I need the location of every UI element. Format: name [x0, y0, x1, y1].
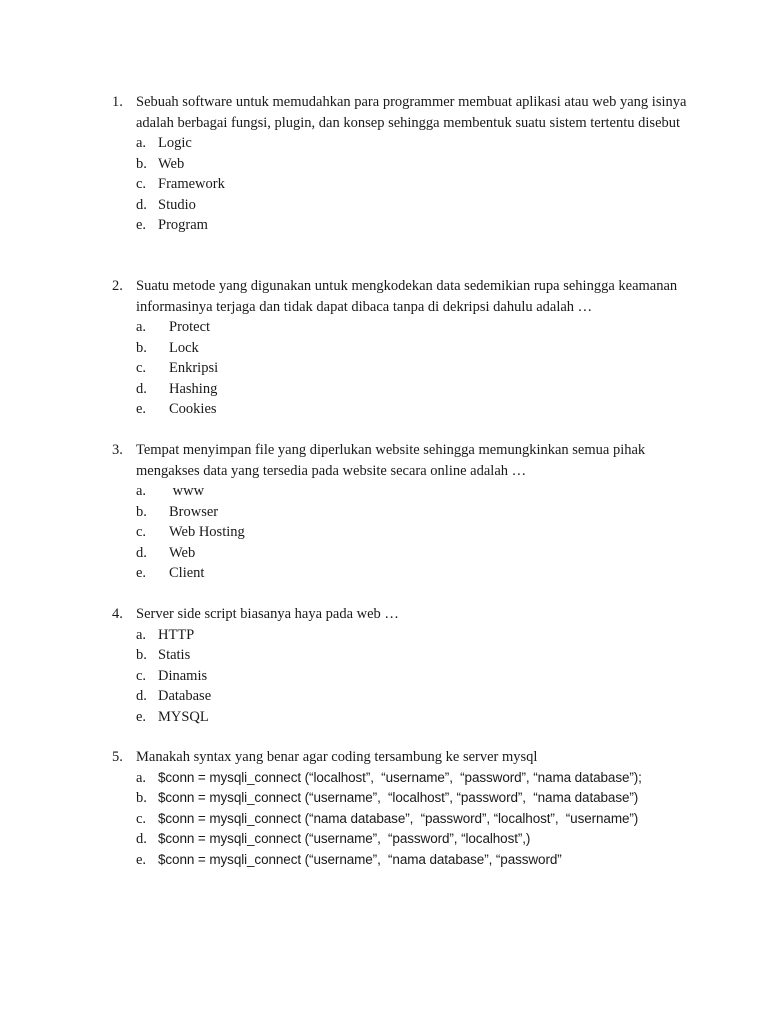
- question-number: 3.: [112, 442, 123, 458]
- option-text: Hashing: [169, 380, 218, 397]
- option-letter: a.: [136, 626, 147, 643]
- option-d: [136, 379, 692, 400]
- question-text: Tempat menyimpan file yang diperlukan website sehingga memungkinkan semua pihak mengakses data yang tersedia pada website secara online adalah …: [136, 442, 646, 479]
- question-number: 1.: [112, 94, 123, 110]
- option-c: [136, 666, 692, 687]
- option-text: Database: [158, 688, 212, 704]
- option-text: Logic: [158, 135, 192, 151]
- option-d: [136, 543, 692, 564]
- option-letter: e.: [136, 708, 147, 725]
- option-letter: c.: [136, 810, 147, 827]
- option-d: [136, 829, 692, 850]
- option-b: [136, 154, 692, 175]
- option-list: [112, 768, 692, 871]
- question-5: [112, 747, 692, 870]
- option-list: [112, 133, 692, 236]
- option-text: Studio: [158, 196, 196, 213]
- option-letter: c.: [136, 524, 147, 540]
- option-text: Dinamis: [158, 667, 208, 684]
- option-text: Lock: [169, 339, 199, 356]
- option-list: [112, 317, 692, 420]
- option-code-text: $conn = mysqli_connect (“username”, “password”, “localhost”,): [158, 831, 531, 846]
- option-letter: b.: [136, 790, 147, 806]
- option-b: [136, 645, 692, 666]
- option-e: [136, 215, 692, 236]
- option-c: [136, 522, 692, 543]
- option-letter: d.: [136, 380, 147, 397]
- option-text: Enkripsi: [169, 360, 219, 376]
- option-text: Framework: [158, 176, 225, 192]
- option-text: Web Hosting: [169, 524, 245, 540]
- question-number: 5.: [112, 749, 123, 765]
- option-text: Browser: [169, 503, 219, 520]
- option-b: [136, 338, 692, 359]
- option-a: [136, 317, 692, 338]
- option-letter: c.: [136, 176, 147, 192]
- option-a: [136, 768, 692, 789]
- option-a: [136, 625, 692, 646]
- question-text: Manakah syntax yang benar agar coding tersambung ke server mysql: [136, 749, 538, 765]
- option-letter: c.: [136, 667, 147, 684]
- option-c: [136, 809, 692, 830]
- option-text: Protect: [169, 319, 211, 335]
- option-b: [136, 502, 692, 523]
- question-3: [112, 440, 692, 584]
- option-letter: c.: [136, 360, 147, 376]
- option-code-text: $conn = mysqli_connect (“username”, “localhost”, “password”, “nama database”): [158, 790, 639, 805]
- question-text: Server side script biasanya haya pada web …: [136, 606, 399, 622]
- option-letter: a.: [136, 769, 147, 786]
- option-text: www: [169, 483, 205, 499]
- option-c: [136, 174, 692, 195]
- option-letter: a.: [136, 319, 147, 335]
- option-e: [136, 707, 692, 728]
- option-text: Statis: [158, 647, 191, 663]
- option-letter: d.: [136, 688, 147, 704]
- question-4: [112, 604, 692, 727]
- question-2: [112, 276, 692, 420]
- option-text: MYSQL: [158, 708, 209, 725]
- option-a: [136, 133, 692, 154]
- option-e: [136, 399, 692, 420]
- option-text: Client: [169, 565, 205, 581]
- option-e: [136, 563, 692, 584]
- option-code-text: $conn = mysqli_connect (“username”, “nama database”, “password”: [158, 851, 562, 867]
- option-e: [136, 850, 692, 871]
- question-1: [112, 92, 692, 236]
- option-list: [112, 481, 692, 584]
- option-letter: b.: [136, 503, 147, 520]
- option-d: [136, 195, 692, 216]
- option-letter: e.: [136, 851, 147, 868]
- option-letter: a.: [136, 483, 147, 499]
- option-code-text: $conn = mysqli_connect (“localhost”, “username”, “password”, “nama database”);: [158, 769, 642, 785]
- option-letter: b.: [136, 155, 147, 172]
- option-letter: d.: [136, 196, 147, 213]
- option-text: Web: [169, 544, 196, 561]
- question-text: Suatu metode yang digunakan untuk mengkodekan data sedemikian rupa sehingga keamanan informasinya terjaga dan tidak dapat dibaca tanpa di dekripsi dahulu adalah …: [136, 278, 678, 315]
- option-d: [136, 686, 692, 707]
- option-letter: a.: [136, 135, 147, 151]
- question-number: 2.: [112, 278, 123, 294]
- option-code-text: $conn = mysqli_connect (“nama database”, “password”, “localhost”, “username”): [158, 810, 639, 826]
- option-letter: d.: [136, 544, 147, 561]
- option-b: [136, 788, 692, 809]
- option-text: Program: [158, 217, 208, 233]
- question-number: 4.: [112, 606, 123, 622]
- option-text: Cookies: [169, 401, 217, 417]
- option-letter: e.: [136, 217, 147, 233]
- option-letter: e.: [136, 401, 147, 417]
- option-letter: e.: [136, 565, 147, 581]
- option-a: [136, 481, 692, 502]
- option-letter: b.: [136, 339, 147, 356]
- option-text: HTTP: [158, 626, 195, 643]
- option-list: [112, 625, 692, 728]
- option-letter: b.: [136, 647, 147, 663]
- option-c: [136, 358, 692, 379]
- option-text: Web: [158, 155, 185, 172]
- question-text: Sebuah software untuk memudahkan para programmer membuat aplikasi atau web yang isinya adalah berbagai fungsi, plugin, dan konsep sehingga membentuk suatu sistem tertentu disebut: [136, 94, 687, 131]
- option-letter: d.: [136, 831, 147, 847]
